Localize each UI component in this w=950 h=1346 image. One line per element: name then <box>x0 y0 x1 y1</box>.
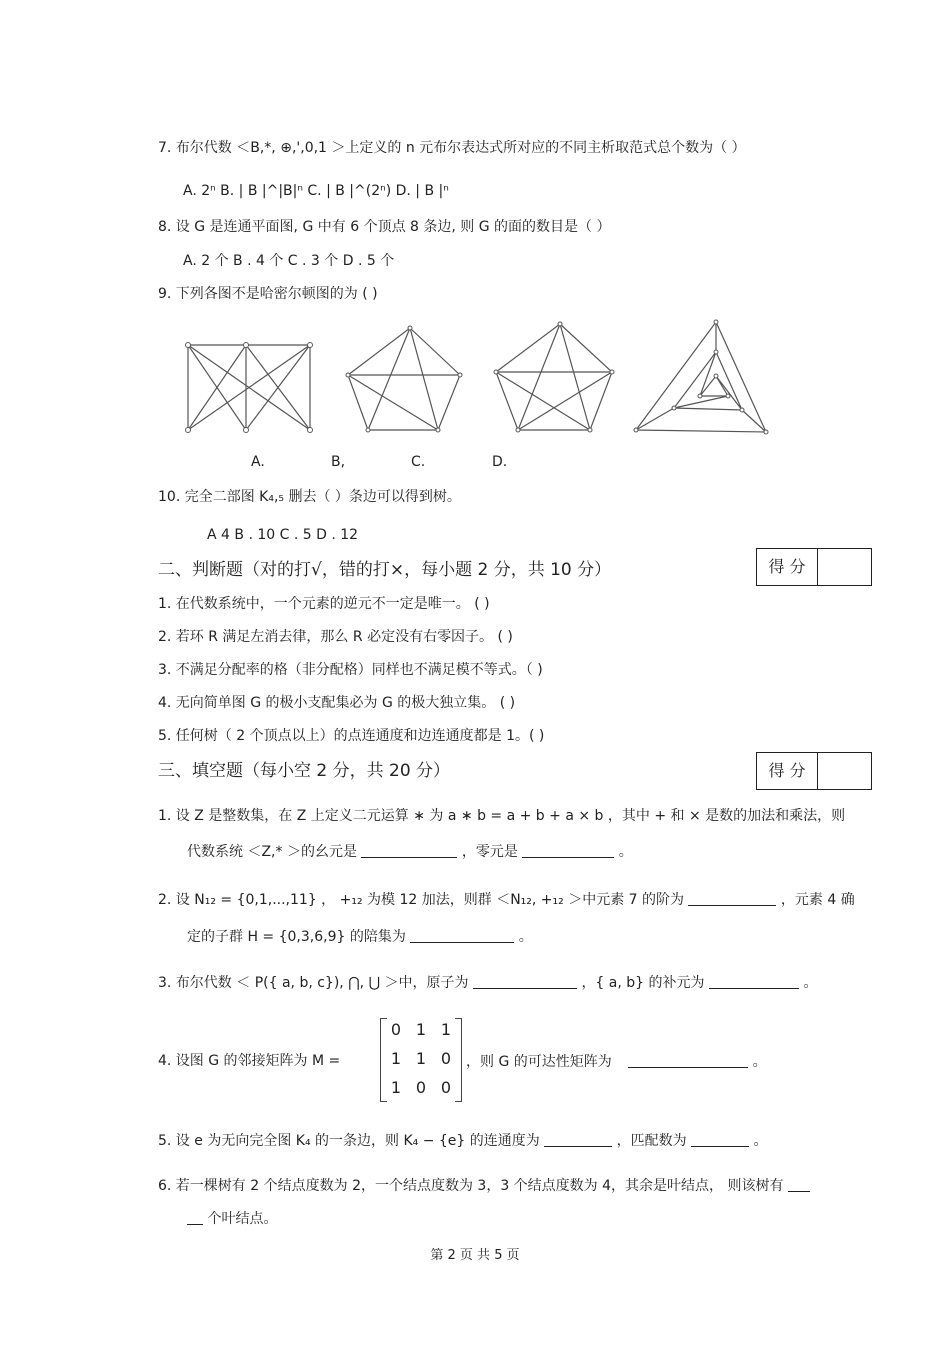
q7-options: A. 2ⁿ B. | B |^|B|ⁿ C. | B |^(2ⁿ) D. | B |ⁿ <box>183 183 449 199</box>
answer-blank[interactable] <box>788 1175 810 1192</box>
answer-blank[interactable] <box>473 972 577 989</box>
section-2-title: 二、判断题（对的打√，错的打×，每小题 2 分，共 10 分） <box>158 560 612 580</box>
score-label: 得 分 <box>757 549 818 585</box>
q8-options: A. 2 个 B . 4 个 C . 3 个 D . 5 个 <box>183 253 395 269</box>
answer-blank[interactable] <box>688 889 776 906</box>
q7-text: 7. 布尔代数 ＜B,*, ⊕,',0,1 ＞上定义的 n 元布尔表达式所对应的不同主析取范式总个数为（ ） <box>158 140 746 156</box>
answer-blank[interactable] <box>709 972 799 989</box>
q3-atom-label: 3. 布尔代数 ＜ P({ a, b, c}), ⋂, ⋃ ＞中，原子为 <box>158 975 469 991</box>
fill-q5 <box>158 1130 768 1151</box>
adjacency-matrix <box>380 1018 462 1102</box>
q4-reach-label: ，则 G 的可达性矩阵为 <box>466 1054 612 1070</box>
period: 。 <box>518 929 533 945</box>
fill-q6-line2 <box>187 1208 277 1229</box>
matrix-bracket-left <box>380 1018 387 1102</box>
score-label: 得 分 <box>757 753 818 789</box>
q5-connectivity-label: 5. 设 e 为无向完全图 K₄ 的一条边，则 K₄ − {e} 的连通度为 <box>158 1133 540 1149</box>
answer-blank[interactable] <box>522 841 614 858</box>
matrix-cell: 0 <box>415 1078 427 1097</box>
page-footer: 第 2 页 共 5 页 <box>430 1248 520 1263</box>
q8-text: 8. 设 G 是连通平面图, G 中有 6 个顶点 8 条边, 则 G 的面的数目是（ ） <box>158 219 611 235</box>
fill-q2-line2 <box>187 926 533 947</box>
judge-item: 4. 无向简单图 G 的极小支配集必为 G 的极大独立集。 ( ) <box>158 695 516 711</box>
period: 。 <box>618 844 633 860</box>
matrix-cell: 1 <box>390 1078 402 1097</box>
judge-item: 5. 任何树（ 2 个顶点以上）的点连通度和边连通度都是 1。( ) <box>158 728 545 744</box>
graph-label-c: C. <box>411 454 426 470</box>
answer-blank[interactable] <box>187 1208 203 1225</box>
period: 。 <box>803 975 818 991</box>
fill-q6-line1 <box>158 1175 810 1196</box>
score-input[interactable] <box>818 753 871 789</box>
matrix-cell: 0 <box>390 1020 402 1039</box>
answer-blank[interactable] <box>628 1051 748 1068</box>
period: 。 <box>753 1133 768 1149</box>
graph-a <box>180 335 320 440</box>
fill-q1-line1: 1. 设 Z 是整数集，在 Z 上定义二元运算 ∗ 为 a ∗ b = a + b + a × b ，其中 + 和 × 是数的加法和乘法，则 <box>158 808 846 824</box>
matrix-bracket-right <box>455 1018 462 1102</box>
q2-coset-label: 定的子群 H = {0,3,6,9} 的陪集为 <box>187 929 406 945</box>
answer-blank[interactable] <box>544 1130 612 1147</box>
graph-label-b: B, <box>331 454 346 470</box>
fill-q4-tail <box>466 1051 767 1072</box>
answer-blank[interactable] <box>361 841 457 858</box>
score-input[interactable] <box>818 549 871 585</box>
graph-c <box>488 318 618 440</box>
matrix-cell: 0 <box>440 1049 452 1068</box>
q3-complement-label: ，{ a, b} 的补元为 <box>581 975 705 991</box>
matrix-cell: 1 <box>390 1049 402 1068</box>
q5-matching-label: ，匹配数为 <box>616 1133 687 1149</box>
q10-options: A 4 B . 10 C . 5 D . 12 <box>207 527 359 543</box>
fill-q4-label: 4. 设图 G 的邻接矩阵为 M = <box>158 1053 341 1069</box>
q1-identity-label: 代数系统 ＜Z,* ＞的幺元是 <box>187 844 357 860</box>
matrix-cell: 0 <box>440 1078 452 1097</box>
judge-item: 1. 在代数系统中，一个元素的逆元不一定是唯一。 ( ) <box>158 596 490 612</box>
matrix-cell: 1 <box>415 1049 427 1068</box>
judge-item: 3. 不满足分配率的格（非分配格）同样也不满足模不等式。（ ) <box>158 662 543 678</box>
score-box-3 <box>756 752 872 790</box>
q10-text: 10. 完全二部图 K₄,₅ 删去（ ）条边可以得到树。 <box>158 489 461 505</box>
fill-q2-line1 <box>158 889 855 910</box>
fill-q1-line2 <box>187 841 633 862</box>
section-3-title: 三、填空题（每小空 2 分，共 20 分） <box>158 761 451 781</box>
period: 。 <box>752 1054 767 1070</box>
answer-blank[interactable] <box>691 1130 749 1147</box>
graph-label-d: D. <box>492 454 508 470</box>
q6-tail: 个叶结点。 <box>207 1211 278 1227</box>
graph-d <box>628 316 778 440</box>
q9-text: 9. 下列各图不是哈密尔顿图的为 ( ) <box>158 286 378 302</box>
q6-text: 6. 若一棵树有 2 个结点度数为 2，一个结点度数为 3，3 个结点度数为 4，其余是叶结点， 则该树有 <box>158 1178 784 1194</box>
answer-blank[interactable] <box>410 926 514 943</box>
score-box-2 <box>756 548 872 586</box>
matrix-cell: 1 <box>415 1020 427 1039</box>
graph-b <box>340 320 470 440</box>
matrix-cell: 1 <box>440 1020 452 1039</box>
q1-zero-label: ，零元是 <box>461 844 518 860</box>
judge-item: 2. 若环 R 满足左消去律，那么 R 必定没有右零因子。 ( ) <box>158 629 513 645</box>
q2-tail: ，元素 4 确 <box>780 892 855 908</box>
q2-order-label: 2. 设 N₁₂ = {0,1,...,11} ， +₁₂ 为模 12 加法，则群 ＜N₁₂, +₁₂ ＞中元素 7 的阶为 <box>158 892 685 908</box>
fill-q3 <box>158 972 817 993</box>
graph-label-a: A. <box>251 454 265 470</box>
